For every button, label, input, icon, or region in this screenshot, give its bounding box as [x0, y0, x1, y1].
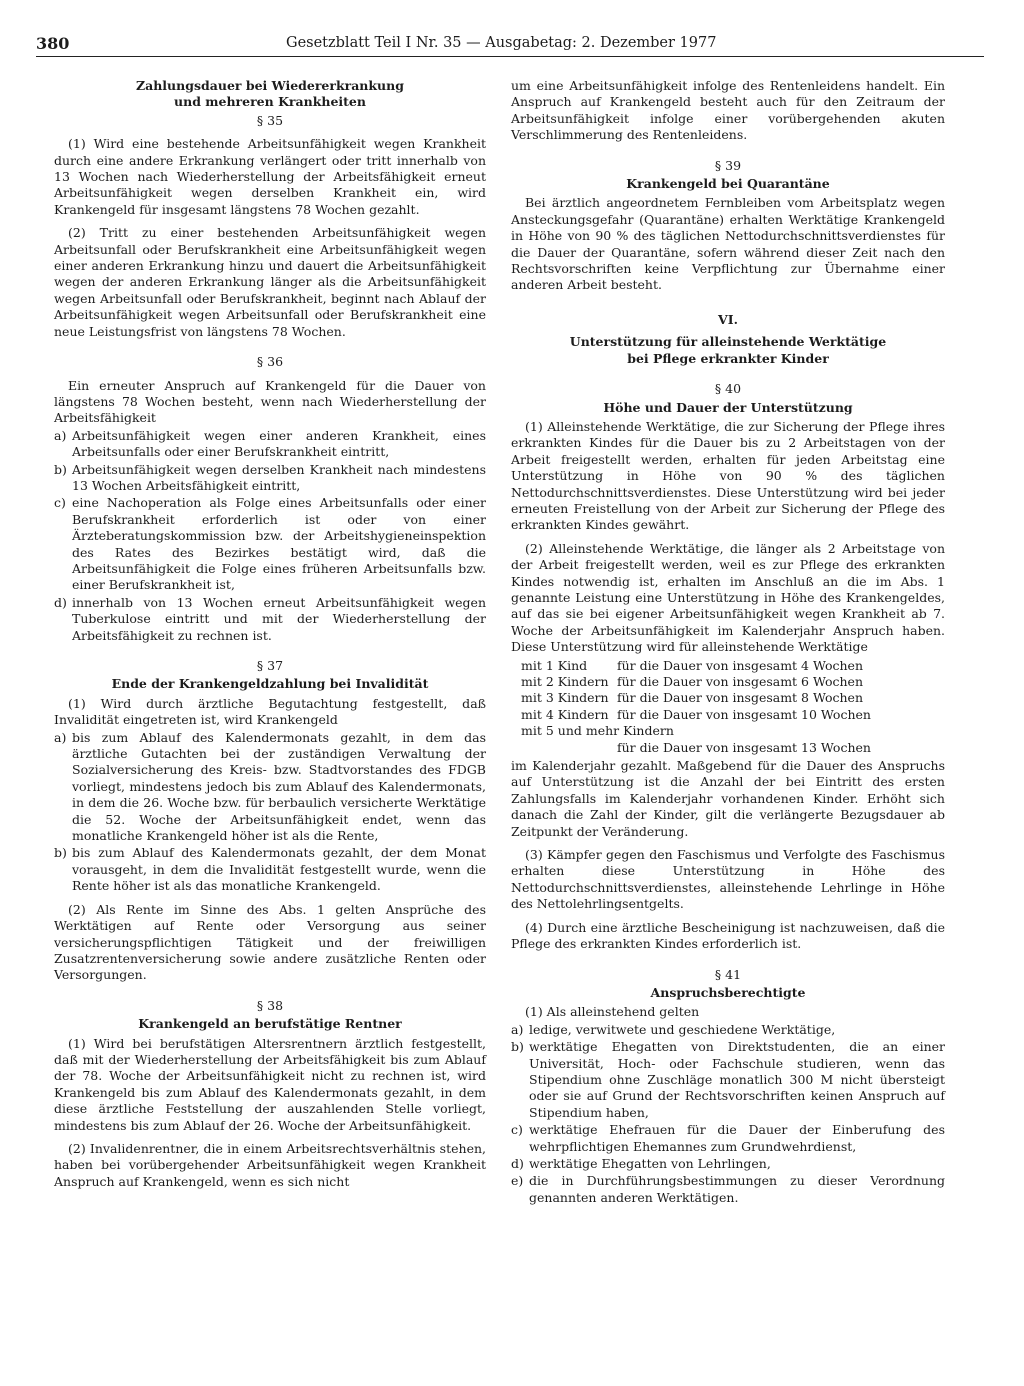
left-column — [54, 78, 486, 1190]
section-40: § 40 — [714, 381, 742, 397]
s38-paragraph-2: (2) Invalidenrentner, die in einem Arbeitsrechtsverhältnis stehen, haben bei vorübergehender Arbeitsunfähigkeit wegen Krankheit Anspruch auf Krankengeld, wenn es sich nicht — [54, 1140, 486, 1189]
running-title: Gesetzblatt Teil I Nr. 35 — Ausgabetag: 2. Dezember 1977 — [286, 35, 717, 51]
s40-paragraph-2-end: im Kalenderjahr gezahlt. Maßgebend für die Dauer des Anspruchs auf Unterstützung ist die Anzahl der bei Eintritt des ersten Zahlungsfalls im Kalenderjahr vorhandenen Kinder. Erhöht sich danach die Zahl der Kinder, gilt die verlängerte Bezugsdauer ab Zeitpunkt der Veränderung. — [511, 758, 945, 839]
s35-paragraph-2: (2) Tritt zu einer bestehenden Arbeitsunfähigkeit wegen Arbeitsunfall oder Berufskrankheit eine Arbeitsunfähigkeit wegen einer anderen Erkrankung hinzu und dauert die Arbeitsunfähigkeit wegen der anderen Erkrankung länger als die Arbeitsunfähigkeit wegen Arbeitsunfall oder Berufskrankheit, beginnt nach Ablauf der Arbeitsunfähigkeit wegen Arbeitsunfall oder Berufskrankheit eine neue Leistungsfrist von längstens 78 Wochen. — [54, 225, 486, 339]
s38-paragraph-1: (1) Wird bei berufstätigen Altersrentnern ärztlich festgestellt, daß mit der Wiederherstellung der Arbeitsfähigkeit bis zum Ablauf der 78. Woche der Arbeitsunfähigkeit nicht zu rechnen ist, wird Krankengeld bis zum Ablauf des Kalendermonats gezahlt, in dem diese ärztliche Feststellung der auszahlenden Stelle vorliegt, mindestens bis zum Ablauf der 26. Woche der Arbeitsunfähigkeit. — [54, 1035, 486, 1133]
s41-paragraph-1: (1) Als alleinstehend gelten — [525, 1004, 700, 1020]
s37-paragraph-1: (1) Wird durch ärztliche Begutachtung festgestellt, daß Invalidität eingetreten ist, wird Krankengeld — [54, 695, 486, 728]
s37-title: Ende der Krankengeldzahlung bei Invalidität — [111, 676, 429, 692]
s36-intro: Ein erneuter Anspruch auf Krankengeld für die Dauer von längstens 78 Wochen besteht, wenn nach Wiederherstellung der Arbeitsfähigkeit — [54, 377, 486, 426]
s40-paragraph-4: (4) Durch eine ärztliche Bescheinigung ist nachzuweisen, daß die Pflege des erkrankten Kindes erforderlich ist. — [511, 919, 945, 952]
section-37: § 37 — [256, 658, 284, 673]
duration-table — [511, 658, 945, 756]
list-item: e) die in Durchführungsbestimmungen zu dieser Verordnung genannten anderen Werktätigen. — [511, 1173, 945, 1205]
table-row: mit 4 Kindern für die Dauer von insgesamt 10 Wochen — [521, 706, 871, 722]
part-title: Unterstützung für alleinstehende Werktätige bei Pflege erkrankter Kinder — [569, 334, 887, 366]
section-39: § 39 — [714, 157, 742, 173]
s37-paragraph-2: (2) Als Rente im Sinne des Abs. 1 gelten Ansprüche des Werktätigen auf Rente oder Versorgung aus seiner versicherungspflichtigen Tätigkeit und der freiwilligen Zusatzrentenversicherung sowie andere zusätzliche Renten oder Versorgungen. — [54, 901, 486, 983]
list-item: d) innerhalb von 13 Wochen erneut Arbeitsunfähigkeit wegen Tuberkulose eintritt und mit der Wiederherstellung der Arbeitsfähigkeit zu rechnen ist. — [54, 594, 486, 643]
page-header — [36, 34, 984, 57]
s38-paragraph-2-continued: um eine Arbeitsunfähigkeit infolge des Rentenleidens handelt. Ein Anspruch auf Krankengeld besteht auch für den Zeitraum der Arbeitsunfähigkeit infolge einer vorübergehenden akuten Verschlimmerung des Rentenleidens. — [511, 78, 945, 143]
right-column — [511, 78, 945, 1206]
heading-zahlungsdauer: Zahlungsdauer bei Wiedererkrankung und mehreren Krankheiten — [136, 78, 404, 110]
s40-title: Höhe und Dauer der Unterstützung — [603, 399, 853, 415]
page-number: 380 — [36, 34, 70, 53]
s40-paragraph-3: (3) Kämpfer gegen den Faschismus und Verfolgte des Faschismus erhalten diese Unterstützung in Höhe des Nettodurchschnittsverdienstes, alleinstehende Lehrlinge in Höhe des Nettolehrlingsentgelts. — [511, 847, 945, 912]
s39-paragraph: Bei ärztlich angeordnetem Fernbleiben vom Arbeitsplatz wegen Ansteckungsgefahr (Quarantäne) erhalten Werktätige Krankengeld in Höhe von 90 % des täglichen Nettodurchschnittsverdienstes für die Dauer der Quarantäne, sofern während dieser Zeit nach den Rechtsvorschriften keine Verpflichtung zur Übernahme einer anderen Arbeit besteht. — [511, 195, 945, 293]
list-item: a) ledige, verwitwete und geschiedene Werktätige, — [511, 1021, 836, 1037]
list-item: b) Arbeitsunfähigkeit wegen derselben Krankheit nach mindestens 13 Wochen Arbeitsfähigkeit eintritt, — [54, 461, 486, 493]
section-41: § 41 — [714, 966, 742, 982]
s39-title: Krankengeld bei Quarantäne — [626, 176, 830, 192]
table-row: mit 1 Kind für die Dauer von insgesamt 4 Wochen — [521, 657, 864, 673]
section-35: § 35 — [256, 112, 284, 128]
table-row: mit 2 Kindern für die Dauer von insgesamt 6 Wochen — [521, 674, 864, 689]
s40-paragraph-1: (1) Alleinstehende Werktätige, die zur Sicherung der Pflege ihres erkrankten Kindes für die Dauer bis zu 2 Arbeitstagen von der Arbeit freigestellt werden, erhalten für jeden Arbeitstag eine Unterstützung in Höhe von 90 % des täglichen Nettodurchschnittsverdienstes. Diese Unterstützung wird bei jeder erneuten Freistellung von der Arbeit zur Sicherung der Pflege des erkrankten Kindes gewährt. — [511, 418, 945, 533]
list-item: c) eine Nachoperation als Folge eines Arbeitsunfalls oder einer Berufskrankheit erforderlich ist oder von einer Ärzteberatungskommission bzw. der Arbeitshygieneinspektion des Rates des Bezirkes bestätigt wird, daß die Arbeitsunfähigkeit die Folge eines früheren Arbeitsunfalls bzw. einer Berufskrankheit ist, — [54, 495, 486, 593]
section-36: § 36 — [256, 354, 284, 370]
s38-title: Krankengeld an berufstätige Rentner — [138, 1016, 402, 1032]
table-row: für die Dauer von insgesamt 13 Wochen — [617, 739, 871, 755]
s41-title: Anspruchsberechtigte — [650, 984, 806, 1000]
part-number: VI. — [718, 311, 738, 327]
list-item: d) werktätige Ehegatten von Lehrlingen, — [511, 1155, 771, 1171]
list-item: b) bis zum Ablauf des Kalendermonats gezahlt, der dem Monat vorausgeht, in dem die Invalidität festgestellt wurde, wenn die Rente höher ist als das monatliche Krankengeld. — [54, 845, 486, 894]
list-item: a) Arbeitsunfähigkeit wegen einer anderen Krankheit, eines Arbeitsunfalls oder einer Berufskrankheit eintritt, — [54, 427, 486, 460]
s40-paragraph-2: (2) Alleinstehende Werktätige, die länger als 2 Arbeitstage von der Arbeit freigestellt werden, weil es zur Pflege des erkrankten Kindes notwendig ist, erhalten im Anschluß an die im Abs. 1 genannte Leistung eine Unterstützung in Höhe des Krankengeldes, auf das sie bei eigener Arbeitsunfähigkeit wegen Krankheit ab 7. Woche der Arbeitsunfähigkeit im Kalenderjahr Anspruch haben. Diese Unterstützung wird für alleinstehende Werktätige — [511, 540, 945, 655]
list-item: a) bis zum Ablauf des Kalendermonats gezahlt, in dem das ärztliche Gutachten bei der zuständigen Verwaltung der Sozialversicherung des Kreis- bzw. Stadtvorstandes des FDGB vorliegt, mindestens jedoch bis zum Ablauf des Kalendermonats, in dem die 26. Woche bzw. für berbaulich versicherte Werktätige die 52. Woche der Arbeitsunfähigkeit endet, wenn das monatliche Krankengeld höher ist als die Rente, — [54, 729, 486, 844]
table-row: mit 5 und mehr Kindern — [521, 723, 674, 739]
s35-paragraph-1: (1) Wird eine bestehende Arbeitsunfähigkeit wegen Krankheit durch eine andere Erkrankung verlängert oder tritt innerhalb von 13 Wochen nach Wiederherstellung der Arbeitsfähigkeit erneut Arbeitsunfähigkeit wegen derselben Krankheit ein, wird Krankengeld für insgesamt längstens 78 Wochen gezahlt. — [54, 136, 486, 217]
section-38: § 38 — [256, 997, 284, 1013]
list-item: c) werktätige Ehefrauen für die Dauer der Einberufung des wehrpflichtigen Ehemannes zum Grundwehrdienst, — [511, 1122, 945, 1154]
list-item: b) werktätige Ehegatten von Direktstudenten, die an einer Universität, Hoch- oder Fachschule studieren, wenn das Stipendium ohne Zuschläge monatlich 300 M nicht übersteigt oder sie auf Grund der Rechtsvorschriften keinen Anspruch auf Stipendium haben, — [511, 1039, 945, 1120]
table-row: mit 3 Kindern für die Dauer von insgesamt 8 Wochen — [521, 690, 864, 706]
